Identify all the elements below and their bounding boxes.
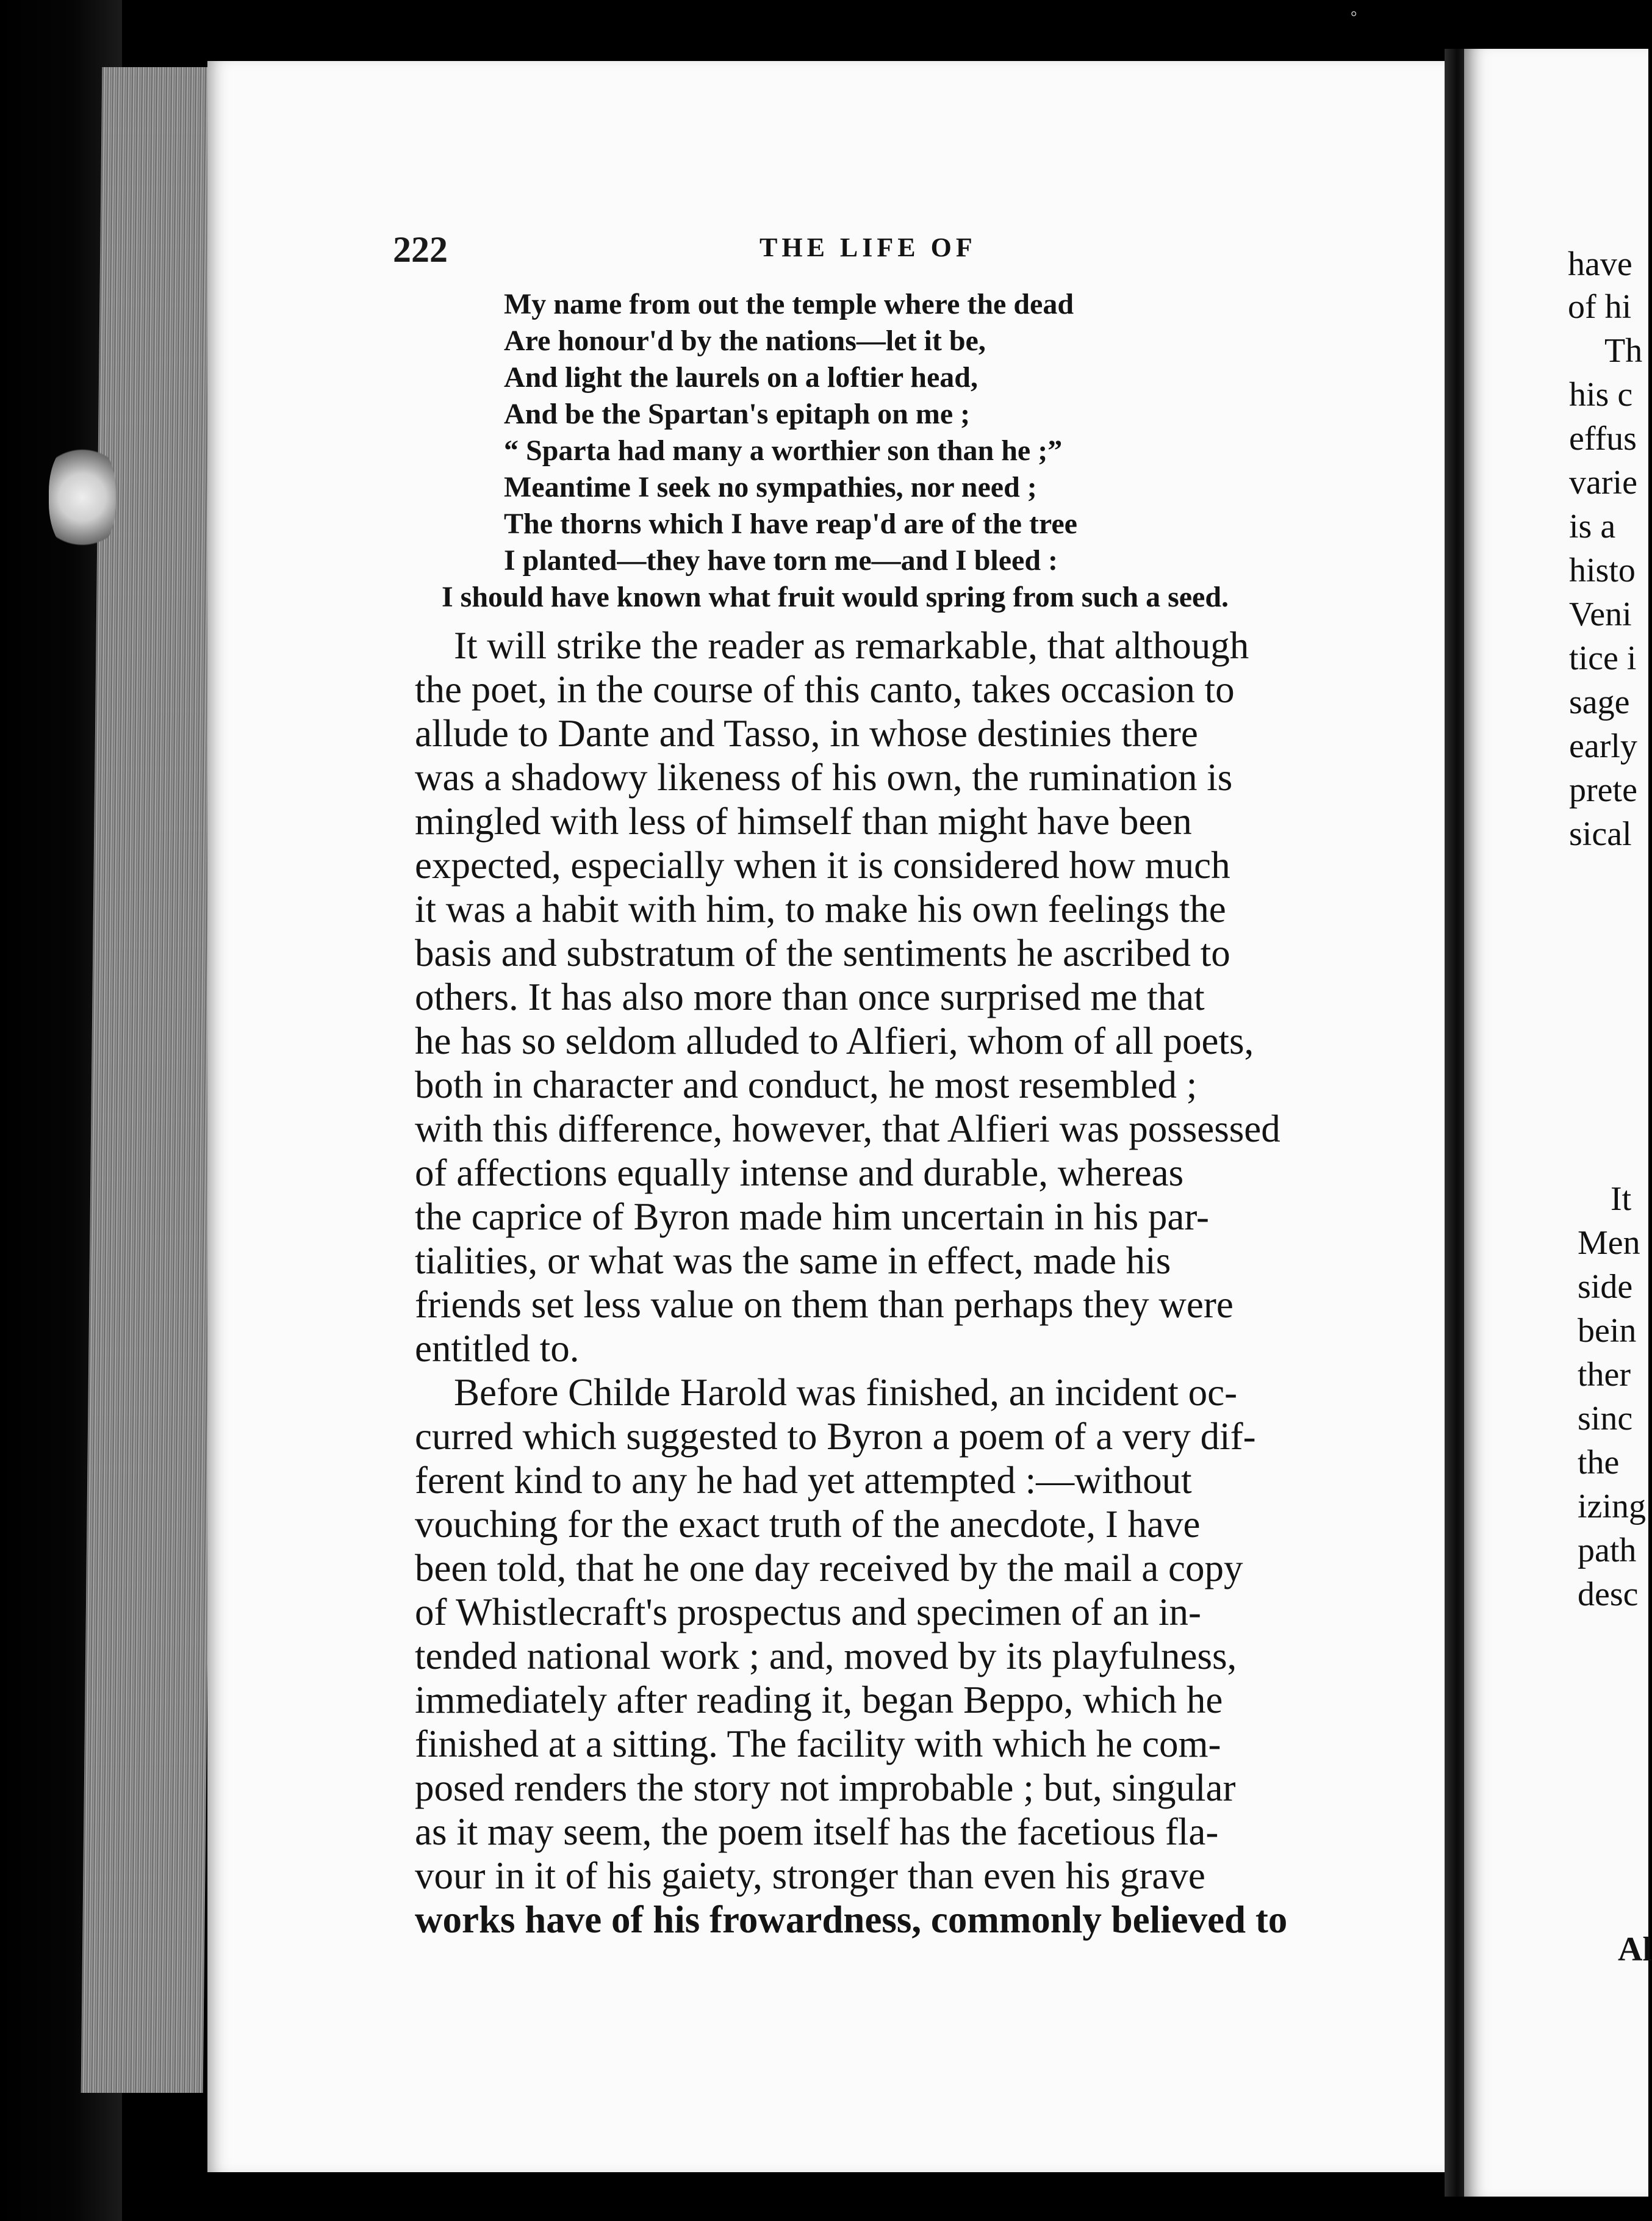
right-page-fragment: bein <box>1578 1312 1637 1350</box>
verse-line: Meantime I seek no sympathies, nor need ; <box>504 471 1037 503</box>
prose-line: of affections equally intense and durable, whereas <box>415 1151 1184 1194</box>
right-page-fragment: It <box>1611 1180 1632 1218</box>
prose-line: entitled to. <box>415 1327 580 1370</box>
right-page-fragment: side <box>1578 1268 1633 1306</box>
verse-line: Are honour'd by the nations—let it be, <box>504 325 986 357</box>
right-page-fragment: Th <box>1604 332 1643 370</box>
verse-line: And be the Spartan's epitaph on me ; <box>504 398 971 430</box>
prose-line: he has so seldom alluded to Alfieri, whom of all poets, <box>415 1020 1254 1062</box>
right-page-fragment: sinc <box>1578 1400 1633 1438</box>
prose-line: with this difference, however, that Alfieri was possessed <box>415 1107 1280 1150</box>
prose-line: It will strike the reader as remarkable, that although <box>454 624 1249 667</box>
verse-line: My name from out the temple where the dead <box>504 288 1074 320</box>
prose-line: curred which suggested to Byron a poem of a very dif- <box>415 1415 1256 1458</box>
right-page-fragment: have <box>1568 245 1632 283</box>
running-head: THE LIFE OF <box>760 232 977 262</box>
page-number: 222 <box>393 229 448 270</box>
prose-line: works have of his frowardness, commonly believed to <box>415 1898 1288 1941</box>
scan-artifact-mark: ° <box>1351 8 1357 26</box>
prose-line: tended national work ; and, moved by its playfulness, <box>415 1635 1237 1677</box>
prose-line: expected, especially when it is considered how much <box>415 844 1230 887</box>
prose-line: finished at a sitting. The facility with which he com- <box>415 1722 1221 1765</box>
prose-line: friends set less value on them than perhaps they were <box>415 1283 1234 1326</box>
prose-line: it was a habit with him, to make his own feelings the <box>415 888 1226 931</box>
page-fore-edge <box>81 67 224 2093</box>
right-page-fragment: his c <box>1569 376 1633 414</box>
right-page-fragment: of hi <box>1568 288 1632 326</box>
prose-line: both in character and conduct, he most resembled ; <box>415 1064 1198 1106</box>
right-page-fragment: Al <box>1618 1931 1652 1968</box>
right-page-fragment: early <box>1569 727 1637 765</box>
right-page-edge <box>1464 49 1652 2197</box>
prose-line: mingled with less of himself than might have been <box>415 800 1192 843</box>
paper-damage-spot <box>49 439 116 555</box>
verse-line: And light the laurels on a loftier head, <box>504 361 978 394</box>
prose-line: Before Childe Harold was finished, an incident oc- <box>454 1371 1238 1414</box>
verse-line: “ Sparta had many a worthier son than he ;” <box>504 434 1063 467</box>
prose-line: tialities, or what was the same in effect, made his <box>415 1239 1171 1282</box>
right-page-fragment: histo <box>1569 552 1636 589</box>
right-page-fragment: desc <box>1578 1575 1639 1613</box>
prose-line: immediately after reading it, began Beppo, which he <box>415 1679 1223 1721</box>
prose-line: as it may seem, the poem itself has the facetious fla- <box>415 1810 1219 1853</box>
prose-line: posed renders the story not improbable ; but, singular <box>415 1766 1236 1809</box>
prose-line: the poet, in the course of this canto, takes occasion to <box>415 668 1235 711</box>
right-page-fragment: sical <box>1569 815 1632 853</box>
right-page-fragment: sage <box>1569 683 1630 721</box>
prose-line: the caprice of Byron made him uncertain in his par- <box>415 1195 1210 1238</box>
right-page-fragment: is a <box>1569 508 1616 545</box>
right-page-fragment: effus <box>1569 420 1637 458</box>
right-page-fragment: varie <box>1569 464 1637 502</box>
prose-line: ferent kind to any he had yet attempted :—without <box>415 1459 1192 1502</box>
right-page-fragment: Veni <box>1569 596 1632 633</box>
prose-line: others. It has also more than once surprised me that <box>415 976 1205 1018</box>
prose-line: been told, that he one day received by the mail a copy <box>415 1547 1243 1589</box>
right-page-fragment: izing <box>1578 1488 1646 1525</box>
verse-line: I should have known what fruit would spring from such a seed. <box>442 581 1229 613</box>
prose-line: basis and substratum of the sentiments he ascribed to <box>415 932 1230 974</box>
prose-line: of Whistlecraft's prospectus and specimen of an in- <box>415 1591 1202 1633</box>
prose-line: vour in it of his gaiety, stronger than even his grave <box>415 1854 1205 1897</box>
right-page-fragment: prete <box>1569 771 1637 809</box>
prose-line: was a shadowy likeness of his own, the rumination is <box>415 756 1233 799</box>
prose-line: allude to Dante and Tasso, in whose destinies there <box>415 712 1198 755</box>
right-page-fragment: Men <box>1578 1224 1640 1262</box>
verse-line: The thorns which I have reap'd are of the tree <box>504 508 1077 540</box>
right-page-fragment: tice i <box>1569 639 1637 677</box>
verse-line: I planted—they have torn me—and I bleed : <box>504 544 1058 577</box>
right-page-fragment: ther <box>1578 1356 1631 1394</box>
prose-line: vouching for the exact truth of the anecdote, I have <box>415 1503 1201 1546</box>
book-gutter <box>1445 49 1465 2197</box>
right-page-fragment: path <box>1578 1532 1637 1569</box>
right-page-fragment: the <box>1578 1444 1620 1481</box>
